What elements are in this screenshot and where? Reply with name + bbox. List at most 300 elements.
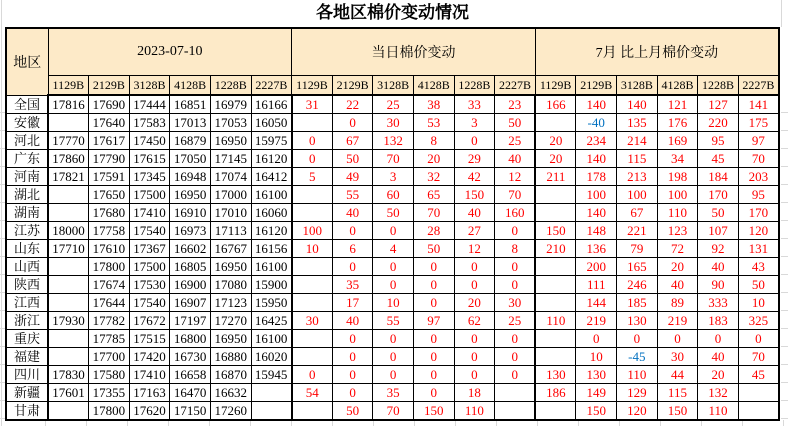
monthly-change-cell[interactable]: 20 bbox=[698, 366, 739, 384]
monthly-change-cell[interactable]: 50 bbox=[698, 204, 739, 222]
daily-change-cell[interactable]: 62 bbox=[454, 312, 495, 330]
group-header-monthly-change[interactable]: 7月 比上月棉价变动 bbox=[535, 28, 779, 76]
monthly-change-cell[interactable]: 130 bbox=[576, 366, 617, 384]
monthly-change-cell[interactable]: 95 bbox=[738, 186, 779, 204]
monthly-change-cell[interactable]: 95 bbox=[698, 132, 739, 150]
monthly-change-cell[interactable]: 183 bbox=[698, 312, 739, 330]
daily-change-cell[interactable]: 0 bbox=[413, 384, 454, 402]
monthly-change-cell[interactable]: 100 bbox=[617, 186, 658, 204]
daily-change-cell[interactable]: 0 bbox=[495, 258, 536, 276]
price-cell[interactable] bbox=[251, 402, 292, 421]
daily-change-cell[interactable]: 0 bbox=[454, 348, 495, 366]
price-cell[interactable]: 15950 bbox=[251, 294, 292, 312]
daily-change-cell[interactable]: 70 bbox=[373, 150, 414, 168]
price-cell[interactable]: 16425 bbox=[251, 312, 292, 330]
region-cell[interactable]: 湖北 bbox=[6, 186, 48, 204]
monthly-change-cell[interactable]: 130 bbox=[535, 366, 576, 384]
daily-change-cell[interactable]: 8 bbox=[413, 132, 454, 150]
price-cell[interactable]: 17591 bbox=[89, 168, 130, 186]
monthly-change-cell[interactable]: 135 bbox=[617, 114, 658, 132]
price-cell[interactable]: 16900 bbox=[170, 276, 211, 294]
price-cell[interactable]: 17355 bbox=[89, 384, 130, 402]
daily-change-cell[interactable]: 110 bbox=[454, 402, 495, 421]
region-cell[interactable]: 重庆 bbox=[6, 330, 48, 348]
daily-change-cell[interactable]: 25 bbox=[495, 132, 536, 150]
price-cell[interactable]: 17113 bbox=[210, 222, 251, 240]
daily-change-cell[interactable]: 20 bbox=[454, 294, 495, 312]
price-cell[interactable]: 16948 bbox=[170, 168, 211, 186]
daily-change-cell[interactable] bbox=[495, 384, 536, 402]
price-cell[interactable]: 17197 bbox=[170, 312, 211, 330]
price-cell[interactable]: 16730 bbox=[170, 348, 211, 366]
monthly-change-cell[interactable]: 140 bbox=[576, 150, 617, 168]
price-cell[interactable]: 16800 bbox=[170, 330, 211, 348]
daily-change-cell[interactable]: 0 bbox=[413, 276, 454, 294]
price-cell[interactable]: 16950 bbox=[210, 132, 251, 150]
price-cell[interactable]: 17617 bbox=[89, 132, 130, 150]
monthly-change-cell[interactable]: 170 bbox=[738, 204, 779, 222]
monthly-change-cell[interactable]: 214 bbox=[617, 132, 658, 150]
grade-header[interactable]: 2227B bbox=[738, 76, 779, 96]
monthly-change-cell[interactable]: 70 bbox=[738, 150, 779, 168]
monthly-change-cell[interactable]: 89 bbox=[657, 294, 698, 312]
price-cell[interactable]: 17450 bbox=[129, 132, 170, 150]
grade-header[interactable]: 2129B bbox=[576, 76, 617, 96]
monthly-change-cell[interactable]: 131 bbox=[738, 240, 779, 258]
daily-change-cell[interactable]: 60 bbox=[373, 186, 414, 204]
monthly-change-cell[interactable] bbox=[535, 402, 576, 421]
region-cell[interactable]: 山西 bbox=[6, 258, 48, 276]
grade-header[interactable]: 3128B bbox=[617, 76, 658, 96]
monthly-change-cell[interactable]: 150 bbox=[657, 402, 698, 421]
monthly-change-cell[interactable]: 90 bbox=[698, 276, 739, 294]
daily-change-cell[interactable]: 40 bbox=[454, 204, 495, 222]
monthly-change-cell[interactable]: 50 bbox=[738, 276, 779, 294]
daily-change-cell[interactable]: 0 bbox=[454, 276, 495, 294]
daily-change-cell[interactable]: 31 bbox=[292, 95, 333, 114]
price-cell[interactable] bbox=[251, 384, 292, 402]
daily-change-cell[interactable]: 32 bbox=[413, 168, 454, 186]
price-cell[interactable]: 15945 bbox=[251, 366, 292, 384]
daily-change-cell[interactable]: 17 bbox=[332, 294, 373, 312]
daily-change-cell[interactable]: 25 bbox=[373, 95, 414, 114]
price-cell[interactable] bbox=[48, 204, 89, 222]
price-cell[interactable]: 16979 bbox=[210, 95, 251, 114]
monthly-change-cell[interactable]: 110 bbox=[617, 366, 658, 384]
daily-change-cell[interactable]: 0 bbox=[292, 132, 333, 150]
monthly-change-cell[interactable]: 0 bbox=[698, 330, 739, 348]
daily-change-cell[interactable] bbox=[292, 348, 333, 366]
region-cell[interactable]: 全国 bbox=[6, 95, 48, 114]
price-cell[interactable] bbox=[48, 348, 89, 366]
grade-header[interactable]: 1129B bbox=[48, 76, 89, 96]
daily-change-cell[interactable]: 3 bbox=[373, 168, 414, 186]
monthly-change-cell[interactable]: 20 bbox=[657, 258, 698, 276]
region-cell[interactable]: 广东 bbox=[6, 150, 48, 168]
grade-header[interactable]: 2129B bbox=[89, 76, 130, 96]
price-cell[interactable]: 17515 bbox=[129, 330, 170, 348]
daily-change-cell[interactable]: 53 bbox=[413, 114, 454, 132]
grade-header[interactable]: 2227B bbox=[251, 76, 292, 96]
price-cell[interactable]: 17620 bbox=[129, 402, 170, 421]
price-cell[interactable]: 16805 bbox=[170, 258, 211, 276]
price-cell[interactable]: 16658 bbox=[170, 366, 211, 384]
price-cell[interactable]: 17270 bbox=[210, 312, 251, 330]
price-cell[interactable]: 17644 bbox=[89, 294, 130, 312]
monthly-change-cell[interactable] bbox=[535, 204, 576, 222]
daily-change-cell[interactable]: 0 bbox=[413, 258, 454, 276]
grade-header[interactable]: 1228B bbox=[698, 76, 739, 96]
price-cell[interactable]: 17163 bbox=[129, 384, 170, 402]
price-cell[interactable]: 17785 bbox=[89, 330, 130, 348]
monthly-change-cell[interactable]: 0 bbox=[617, 330, 658, 348]
price-cell[interactable]: 17367 bbox=[129, 240, 170, 258]
monthly-change-cell[interactable]: 175 bbox=[738, 114, 779, 132]
daily-change-cell[interactable]: 40 bbox=[332, 204, 373, 222]
daily-change-cell[interactable]: 0 bbox=[454, 330, 495, 348]
monthly-change-cell[interactable]: 130 bbox=[617, 312, 658, 330]
monthly-change-cell[interactable]: 219 bbox=[576, 312, 617, 330]
monthly-change-cell[interactable]: 40 bbox=[698, 258, 739, 276]
grade-header[interactable]: 1129B bbox=[292, 76, 333, 96]
group-header-date[interactable]: 2023-07-10 bbox=[48, 28, 292, 76]
monthly-change-cell[interactable]: 45 bbox=[738, 366, 779, 384]
daily-change-cell[interactable] bbox=[292, 402, 333, 421]
monthly-change-cell[interactable] bbox=[535, 348, 576, 366]
monthly-change-cell[interactable]: 132 bbox=[698, 384, 739, 402]
price-cell[interactable]: 17500 bbox=[129, 258, 170, 276]
monthly-change-cell[interactable]: 144 bbox=[576, 294, 617, 312]
monthly-change-cell[interactable]: 97 bbox=[738, 132, 779, 150]
price-cell[interactable]: 17053 bbox=[210, 114, 251, 132]
price-cell[interactable]: 17860 bbox=[48, 150, 89, 168]
daily-change-cell[interactable]: 10 bbox=[373, 294, 414, 312]
price-cell[interactable]: 16973 bbox=[170, 222, 211, 240]
daily-change-cell[interactable] bbox=[292, 204, 333, 222]
price-cell[interactable] bbox=[48, 258, 89, 276]
daily-change-cell[interactable]: 50 bbox=[413, 240, 454, 258]
daily-change-cell[interactable]: 50 bbox=[495, 114, 536, 132]
daily-change-cell[interactable]: 8 bbox=[495, 240, 536, 258]
monthly-change-cell[interactable]: 170 bbox=[698, 186, 739, 204]
daily-change-cell[interactable]: 0 bbox=[292, 150, 333, 168]
monthly-change-cell[interactable]: 150 bbox=[576, 402, 617, 421]
monthly-change-cell[interactable]: 169 bbox=[657, 132, 698, 150]
daily-change-cell[interactable]: 4 bbox=[373, 240, 414, 258]
monthly-change-cell[interactable]: 165 bbox=[617, 258, 658, 276]
price-cell[interactable]: 17145 bbox=[210, 150, 251, 168]
daily-change-cell[interactable]: 33 bbox=[454, 95, 495, 114]
price-cell[interactable]: 16060 bbox=[251, 204, 292, 222]
price-cell[interactable]: 16910 bbox=[170, 204, 211, 222]
monthly-change-cell[interactable]: 92 bbox=[698, 240, 739, 258]
monthly-change-cell[interactable]: 211 bbox=[535, 168, 576, 186]
monthly-change-cell[interactable]: 110 bbox=[657, 204, 698, 222]
region-cell[interactable]: 山东 bbox=[6, 240, 48, 258]
daily-change-cell[interactable]: 27 bbox=[454, 222, 495, 240]
monthly-change-cell[interactable]: 40 bbox=[698, 348, 739, 366]
price-cell[interactable]: 15900 bbox=[251, 276, 292, 294]
price-cell[interactable]: 17816 bbox=[48, 95, 89, 114]
monthly-change-cell[interactable]: 40 bbox=[657, 276, 698, 294]
daily-change-cell[interactable]: 0 bbox=[413, 366, 454, 384]
price-cell[interactable]: 16851 bbox=[170, 95, 211, 114]
daily-change-cell[interactable] bbox=[292, 258, 333, 276]
daily-change-cell[interactable]: 150 bbox=[454, 186, 495, 204]
monthly-change-cell[interactable]: 123 bbox=[657, 222, 698, 240]
price-cell[interactable]: 17650 bbox=[89, 186, 130, 204]
daily-change-cell[interactable]: 0 bbox=[495, 330, 536, 348]
price-cell[interactable]: 17615 bbox=[129, 150, 170, 168]
monthly-change-cell[interactable]: -40 bbox=[576, 114, 617, 132]
price-cell[interactable]: 17830 bbox=[48, 366, 89, 384]
monthly-change-cell[interactable] bbox=[738, 402, 779, 421]
daily-change-cell[interactable]: 30 bbox=[373, 114, 414, 132]
daily-change-cell[interactable]: 0 bbox=[495, 276, 536, 294]
monthly-change-cell[interactable]: 150 bbox=[535, 222, 576, 240]
monthly-change-cell[interactable]: 325 bbox=[738, 312, 779, 330]
daily-change-cell[interactable]: 70 bbox=[495, 186, 536, 204]
monthly-change-cell[interactable]: 20 bbox=[535, 132, 576, 150]
price-cell[interactable]: 17444 bbox=[129, 95, 170, 114]
price-cell[interactable]: 17150 bbox=[170, 402, 211, 421]
region-cell[interactable]: 安徽 bbox=[6, 114, 48, 132]
daily-change-cell[interactable]: 30 bbox=[495, 294, 536, 312]
daily-change-cell[interactable]: 22 bbox=[332, 95, 373, 114]
price-cell[interactable]: 16156 bbox=[251, 240, 292, 258]
price-cell[interactable]: 17800 bbox=[89, 258, 130, 276]
price-cell[interactable]: 17410 bbox=[129, 204, 170, 222]
daily-change-cell[interactable]: 0 bbox=[373, 276, 414, 294]
price-cell[interactable]: 17821 bbox=[48, 168, 89, 186]
daily-change-cell[interactable]: 65 bbox=[413, 186, 454, 204]
price-cell[interactable]: 16602 bbox=[170, 240, 211, 258]
daily-change-cell[interactable]: 0 bbox=[332, 384, 373, 402]
price-cell[interactable]: 17782 bbox=[89, 312, 130, 330]
monthly-change-cell[interactable]: 140 bbox=[576, 204, 617, 222]
region-cell[interactable]: 甘肃 bbox=[6, 402, 48, 421]
daily-change-cell[interactable]: 0 bbox=[332, 348, 373, 366]
price-cell[interactable] bbox=[48, 402, 89, 421]
price-cell[interactable]: 17260 bbox=[210, 402, 251, 421]
daily-change-cell[interactable]: 23 bbox=[495, 95, 536, 114]
region-cell[interactable]: 四川 bbox=[6, 366, 48, 384]
region-cell[interactable]: 福建 bbox=[6, 348, 48, 366]
daily-change-cell[interactable]: 55 bbox=[332, 186, 373, 204]
price-cell[interactable]: 17601 bbox=[48, 384, 89, 402]
price-cell[interactable]: 16100 bbox=[251, 330, 292, 348]
monthly-change-cell[interactable] bbox=[535, 276, 576, 294]
price-cell[interactable]: 17123 bbox=[210, 294, 251, 312]
grade-header[interactable]: 4128B bbox=[657, 76, 698, 96]
monthly-change-cell[interactable]: 149 bbox=[576, 384, 617, 402]
daily-change-cell[interactable]: 0 bbox=[495, 348, 536, 366]
price-cell[interactable]: 16950 bbox=[170, 186, 211, 204]
monthly-change-cell[interactable]: 333 bbox=[698, 294, 739, 312]
daily-change-cell[interactable]: 160 bbox=[495, 204, 536, 222]
daily-change-cell[interactable] bbox=[495, 402, 536, 421]
price-cell[interactable]: 17580 bbox=[89, 366, 130, 384]
daily-change-cell[interactable] bbox=[292, 114, 333, 132]
price-cell[interactable]: 17690 bbox=[89, 95, 130, 114]
daily-change-cell[interactable]: 0 bbox=[495, 366, 536, 384]
daily-change-cell[interactable]: 28 bbox=[413, 222, 454, 240]
grade-header[interactable]: 1129B bbox=[535, 76, 576, 96]
price-cell[interactable]: 16767 bbox=[210, 240, 251, 258]
price-cell[interactable]: 17930 bbox=[48, 312, 89, 330]
daily-change-cell[interactable]: 0 bbox=[454, 132, 495, 150]
monthly-change-cell[interactable]: 185 bbox=[617, 294, 658, 312]
price-cell[interactable]: 15975 bbox=[251, 132, 292, 150]
region-cell[interactable]: 陕西 bbox=[6, 276, 48, 294]
daily-change-cell[interactable]: 0 bbox=[332, 330, 373, 348]
monthly-change-cell[interactable]: 148 bbox=[576, 222, 617, 240]
monthly-change-cell[interactable]: 100 bbox=[657, 186, 698, 204]
monthly-change-cell[interactable]: 221 bbox=[617, 222, 658, 240]
price-cell[interactable] bbox=[48, 186, 89, 204]
daily-change-cell[interactable]: 29 bbox=[454, 150, 495, 168]
price-cell[interactable]: 17758 bbox=[89, 222, 130, 240]
daily-change-cell[interactable]: 150 bbox=[413, 402, 454, 421]
daily-change-cell[interactable]: 50 bbox=[332, 402, 373, 421]
grade-header[interactable]: 2227B bbox=[495, 76, 536, 96]
price-cell[interactable]: 16166 bbox=[251, 95, 292, 114]
monthly-change-cell[interactable]: 45 bbox=[698, 150, 739, 168]
daily-change-cell[interactable]: 97 bbox=[413, 312, 454, 330]
daily-change-cell[interactable]: 42 bbox=[454, 168, 495, 186]
monthly-change-cell[interactable] bbox=[535, 330, 576, 348]
daily-change-cell[interactable]: 0 bbox=[413, 348, 454, 366]
monthly-change-cell[interactable]: 10 bbox=[738, 294, 779, 312]
price-cell[interactable]: 16879 bbox=[170, 132, 211, 150]
daily-change-cell[interactable]: 50 bbox=[332, 150, 373, 168]
daily-change-cell[interactable]: 54 bbox=[292, 384, 333, 402]
group-header-daily-change[interactable]: 当日棉价变动 bbox=[292, 28, 536, 76]
monthly-change-cell[interactable]: 100 bbox=[576, 186, 617, 204]
region-cell[interactable]: 江苏 bbox=[6, 222, 48, 240]
daily-change-cell[interactable]: 0 bbox=[373, 348, 414, 366]
daily-change-cell[interactable]: 132 bbox=[373, 132, 414, 150]
region-cell[interactable]: 新疆 bbox=[6, 384, 48, 402]
price-cell[interactable]: 17790 bbox=[89, 150, 130, 168]
price-cell[interactable]: 16100 bbox=[251, 186, 292, 204]
price-cell[interactable]: 17050 bbox=[170, 150, 211, 168]
price-cell[interactable]: 16632 bbox=[210, 384, 251, 402]
daily-change-cell[interactable]: 30 bbox=[292, 312, 333, 330]
monthly-change-cell[interactable]: 140 bbox=[576, 95, 617, 114]
monthly-change-cell[interactable]: 79 bbox=[617, 240, 658, 258]
daily-change-cell[interactable]: 0 bbox=[332, 114, 373, 132]
monthly-change-cell[interactable]: 184 bbox=[698, 168, 739, 186]
price-cell[interactable]: 17800 bbox=[89, 402, 130, 421]
price-cell[interactable]: 16470 bbox=[170, 384, 211, 402]
daily-change-cell[interactable]: 50 bbox=[373, 204, 414, 222]
monthly-change-cell[interactable] bbox=[535, 114, 576, 132]
daily-change-cell[interactable] bbox=[292, 294, 333, 312]
price-cell[interactable]: 16870 bbox=[210, 366, 251, 384]
price-cell[interactable]: 17674 bbox=[89, 276, 130, 294]
monthly-change-cell[interactable]: 72 bbox=[657, 240, 698, 258]
daily-change-cell[interactable]: 0 bbox=[454, 366, 495, 384]
monthly-change-cell[interactable]: 30 bbox=[657, 348, 698, 366]
monthly-change-cell[interactable]: 210 bbox=[535, 240, 576, 258]
price-cell[interactable]: 17420 bbox=[129, 348, 170, 366]
daily-change-cell[interactable]: 0 bbox=[373, 258, 414, 276]
monthly-change-cell[interactable]: -45 bbox=[617, 348, 658, 366]
monthly-change-cell[interactable]: 34 bbox=[657, 150, 698, 168]
monthly-change-cell[interactable]: 0 bbox=[738, 330, 779, 348]
monthly-change-cell[interactable]: 67 bbox=[617, 204, 658, 222]
price-cell[interactable]: 16120 bbox=[251, 222, 292, 240]
monthly-change-cell[interactable]: 198 bbox=[657, 168, 698, 186]
daily-change-cell[interactable]: 3 bbox=[454, 114, 495, 132]
monthly-change-cell[interactable]: 107 bbox=[698, 222, 739, 240]
grade-header[interactable]: 1228B bbox=[210, 76, 251, 96]
daily-change-cell[interactable]: 35 bbox=[332, 276, 373, 294]
price-cell[interactable]: 17500 bbox=[129, 186, 170, 204]
price-cell[interactable]: 16020 bbox=[251, 348, 292, 366]
daily-change-cell[interactable] bbox=[292, 276, 333, 294]
price-cell[interactable]: 17640 bbox=[89, 114, 130, 132]
monthly-change-cell[interactable]: 121 bbox=[657, 95, 698, 114]
price-cell[interactable]: 17540 bbox=[129, 222, 170, 240]
daily-change-cell[interactable]: 0 bbox=[454, 258, 495, 276]
monthly-change-cell[interactable]: 203 bbox=[738, 168, 779, 186]
daily-change-cell[interactable]: 0 bbox=[332, 366, 373, 384]
daily-change-cell[interactable]: 0 bbox=[292, 366, 333, 384]
monthly-change-cell[interactable]: 120 bbox=[617, 402, 658, 421]
region-cell[interactable]: 江西 bbox=[6, 294, 48, 312]
daily-change-cell[interactable]: 0 bbox=[373, 222, 414, 240]
monthly-change-cell[interactable]: 0 bbox=[576, 330, 617, 348]
monthly-change-cell[interactable]: 178 bbox=[576, 168, 617, 186]
grade-header[interactable]: 2129B bbox=[332, 76, 373, 96]
daily-change-cell[interactable]: 67 bbox=[332, 132, 373, 150]
monthly-change-cell[interactable]: 234 bbox=[576, 132, 617, 150]
monthly-change-cell[interactable]: 136 bbox=[576, 240, 617, 258]
monthly-change-cell[interactable]: 110 bbox=[698, 402, 739, 421]
price-cell[interactable]: 17770 bbox=[48, 132, 89, 150]
daily-change-cell[interactable]: 0 bbox=[332, 222, 373, 240]
monthly-change-cell[interactable]: 111 bbox=[576, 276, 617, 294]
price-cell[interactable]: 16950 bbox=[210, 330, 251, 348]
price-cell[interactable]: 16950 bbox=[210, 258, 251, 276]
daily-change-cell[interactable]: 70 bbox=[373, 402, 414, 421]
monthly-change-cell[interactable]: 219 bbox=[657, 312, 698, 330]
daily-change-cell[interactable]: 55 bbox=[373, 312, 414, 330]
monthly-change-cell[interactable]: 246 bbox=[617, 276, 658, 294]
daily-change-cell[interactable]: 5 bbox=[292, 168, 333, 186]
daily-change-cell[interactable]: 0 bbox=[373, 366, 414, 384]
region-cell[interactable]: 河北 bbox=[6, 132, 48, 150]
grade-header[interactable]: 4128B bbox=[170, 76, 211, 96]
daily-change-cell[interactable]: 10 bbox=[292, 240, 333, 258]
price-cell[interactable]: 17080 bbox=[210, 276, 251, 294]
monthly-change-cell[interactable] bbox=[535, 258, 576, 276]
daily-change-cell[interactable]: 0 bbox=[332, 258, 373, 276]
grade-header[interactable]: 1228B bbox=[454, 76, 495, 96]
price-cell[interactable] bbox=[48, 114, 89, 132]
price-cell[interactable]: 17610 bbox=[89, 240, 130, 258]
daily-change-cell[interactable]: 100 bbox=[292, 222, 333, 240]
price-cell[interactable]: 17345 bbox=[129, 168, 170, 186]
price-cell[interactable]: 17530 bbox=[129, 276, 170, 294]
price-cell[interactable] bbox=[48, 276, 89, 294]
region-cell[interactable]: 湖南 bbox=[6, 204, 48, 222]
daily-change-cell[interactable]: 49 bbox=[332, 168, 373, 186]
region-cell[interactable]: 浙江 bbox=[6, 312, 48, 330]
daily-change-cell[interactable]: 35 bbox=[373, 384, 414, 402]
